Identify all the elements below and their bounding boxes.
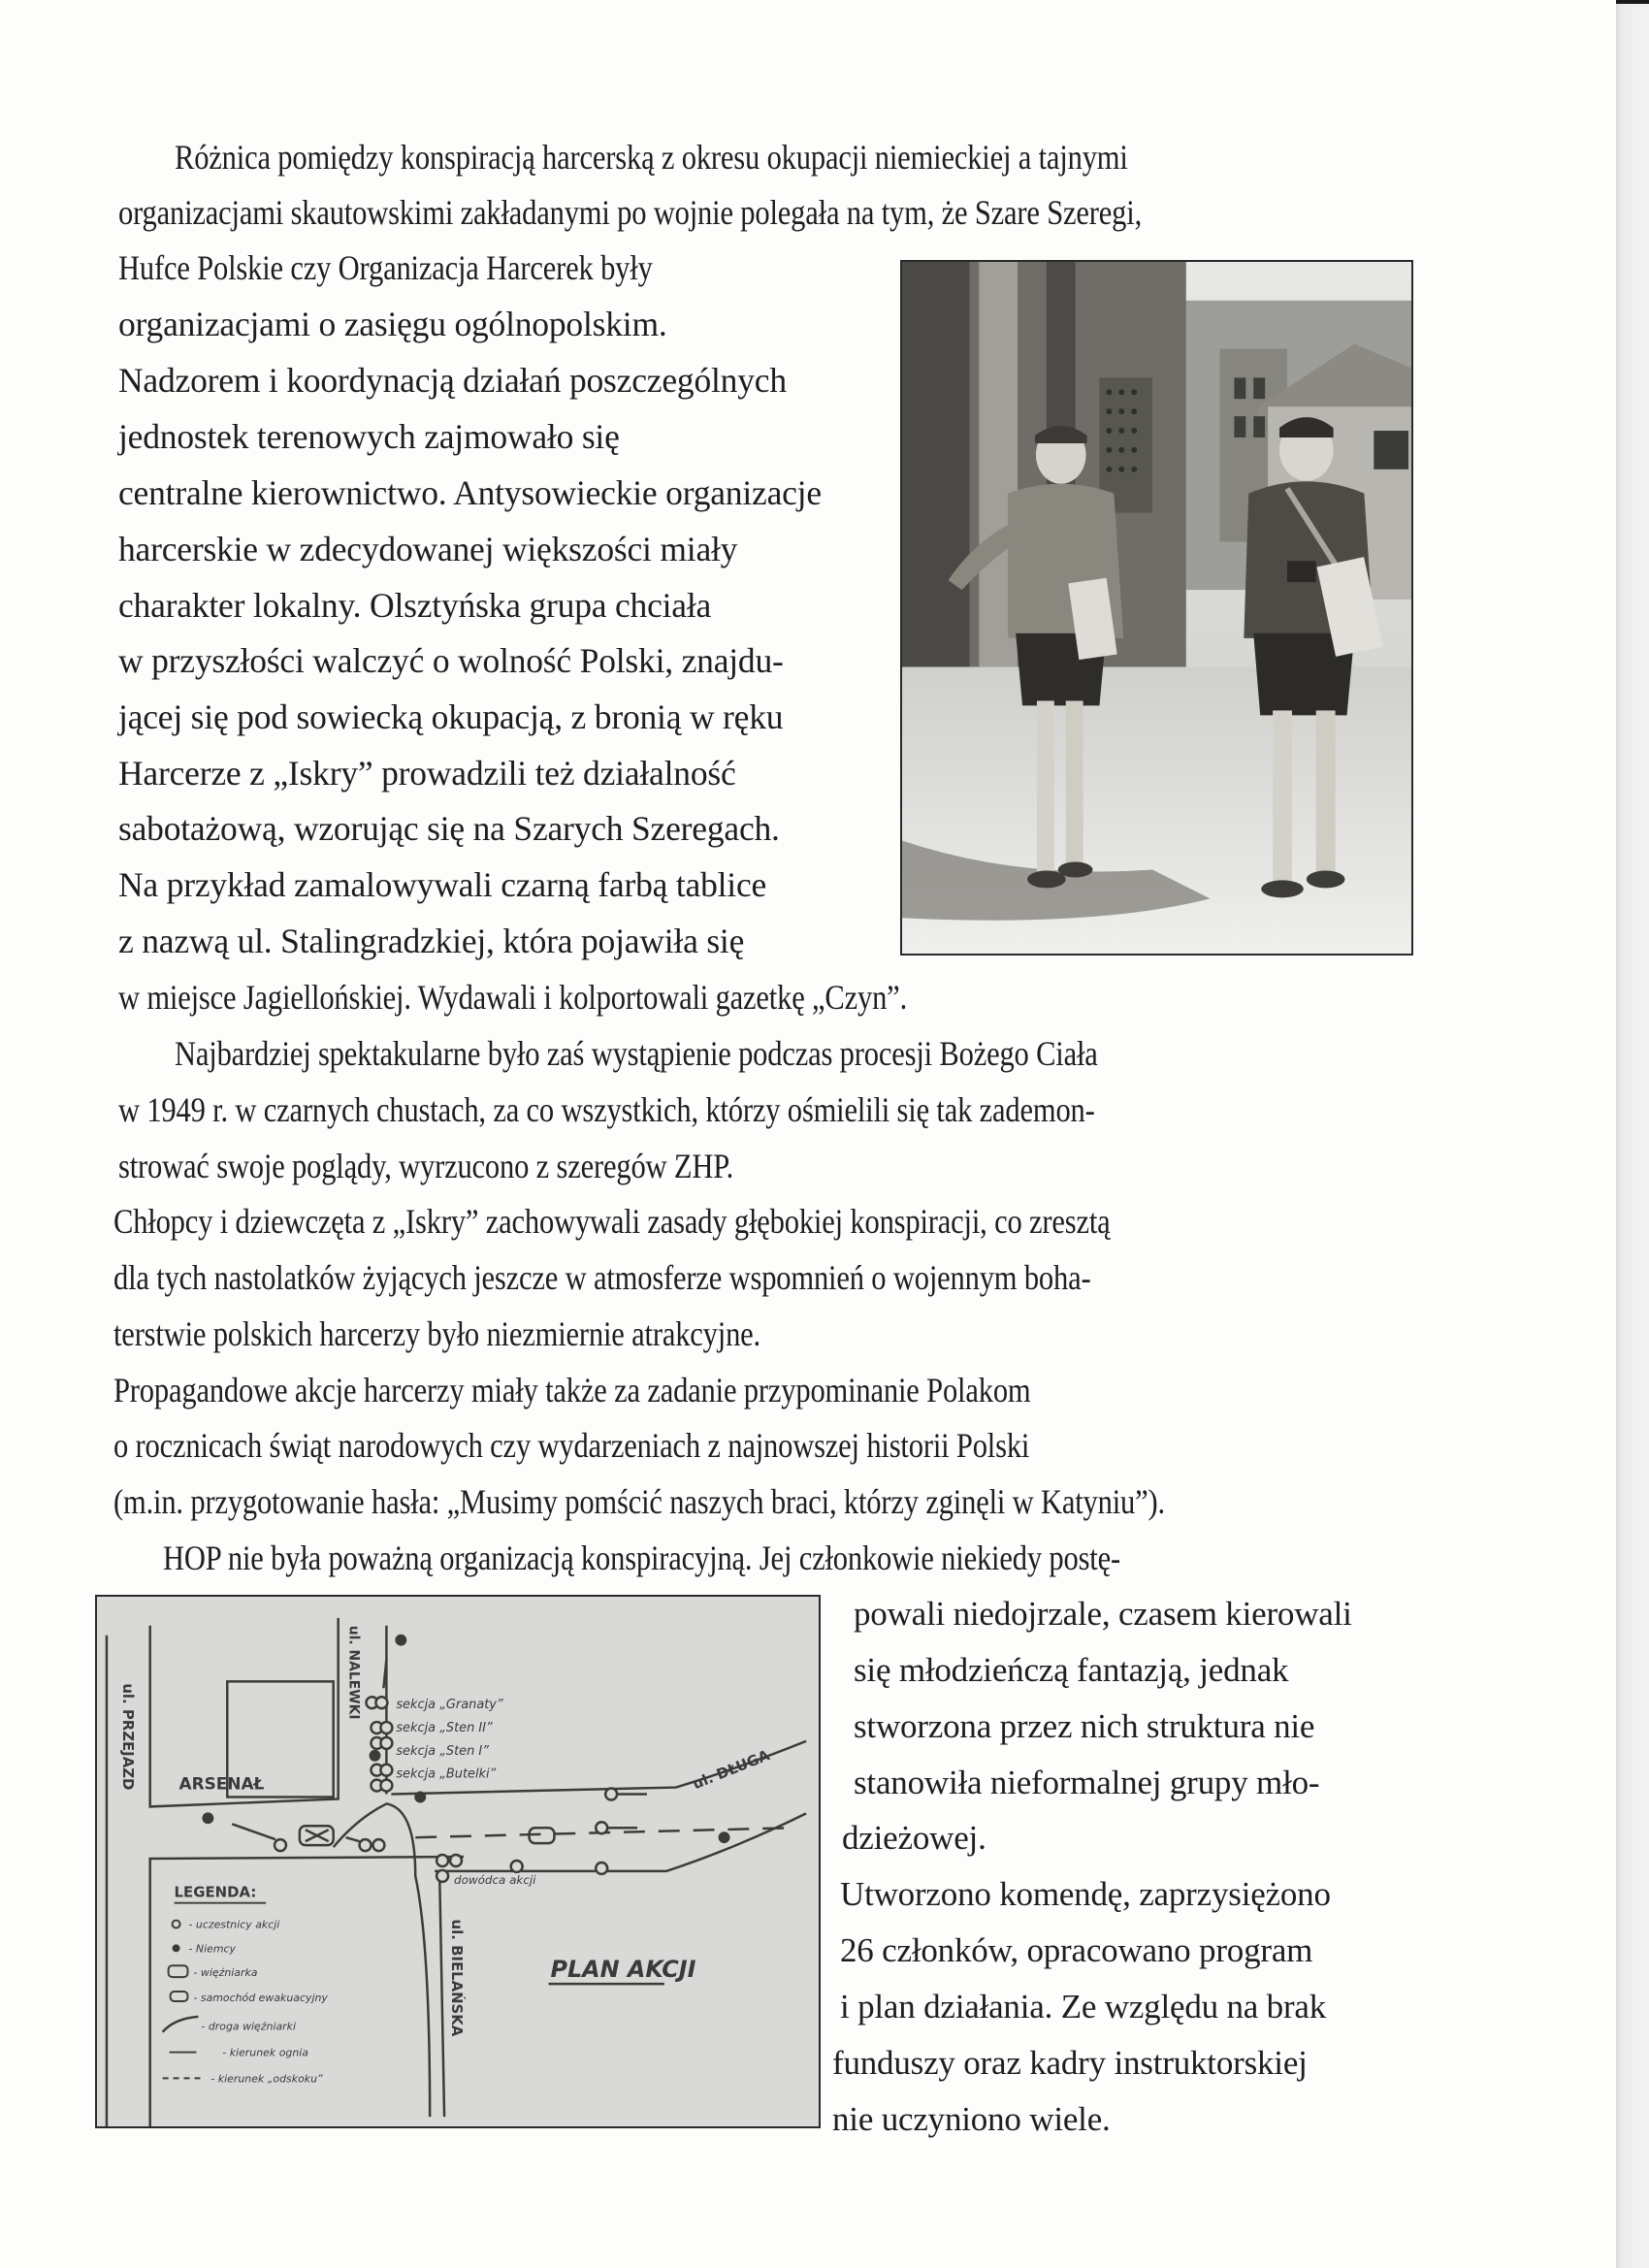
map-label-bielanska: ul. BIELAŃSKA <box>448 1919 467 2037</box>
paragraph-line: Hufce Polskie czy Organizacja Harcerek były <box>118 248 653 287</box>
paragraph-line: dzieżowej. <box>842 1819 986 1857</box>
legend-route-icon <box>163 2017 199 2032</box>
paragraph-line: Utworzono komendę, zaprzysiężono <box>840 1875 1331 1913</box>
paragraph-line: w 1949 r. w czarnych chustach, za co wszystkich, którzy ośmielili się tak zademon- <box>118 1090 1095 1129</box>
paragraph-line: organizacjami skautowskimi zakładanymi po wojnie polegała na tym, że Szare Szeregi, <box>118 193 1143 232</box>
paragraph-line: Na przykład zamalowywali czarną farbą tablice <box>118 865 767 904</box>
action-plan-map <box>95 1595 821 2128</box>
map-prison-van-icon <box>300 1826 334 1845</box>
paragraph-line: funduszy oraz kadry instruktorskiej <box>832 2044 1308 2082</box>
map-label-dluga: ul. DŁUGA <box>690 1746 772 1794</box>
paragraph-line: sabotażową, wzorując się na Szarych Szeregach. <box>118 809 780 848</box>
paragraph-line: nie uczyniono wiele. <box>832 2100 1111 2138</box>
map-diagram <box>97 1597 819 2126</box>
legend-prison-van-icon <box>169 1965 188 1977</box>
map-label-arsenal: ARSENAŁ <box>178 1773 265 1794</box>
paragraph-line: Najbardziej spektakularne było zaś wystąpienie podczas procesji Bożego Ciała <box>175 1034 1098 1073</box>
legend-item: - Niemcy <box>188 1942 236 1956</box>
map-section-label: sekcja „Sten II” <box>396 1720 493 1735</box>
legend-filled-circle-icon <box>173 1944 180 1952</box>
map-section-label: sekcja „Granaty” <box>396 1698 503 1713</box>
map-street-bielanska <box>439 1871 444 2117</box>
paragraph-line: Różnica pomiędzy konspiracją harcerską z okresu okupacji niemieckiej a tajnymi <box>175 138 1128 177</box>
paragraph-line: Harcerze z „Iskry” prowadzili też działalność <box>118 754 736 793</box>
legend-evac-car-icon <box>171 1992 188 2001</box>
paragraph-line: jącej się pod sowiecką okupacją, z bronią w ręku <box>118 697 784 736</box>
map-section-label: sekcja „Sten I” <box>396 1743 489 1759</box>
paragraph-line: dla tych nastolatków żyjących jeszcze w atmosferze wspomnień o wojennym boha- <box>113 1258 1091 1297</box>
paragraph-line: powali niedojrzale, czasem kierowali <box>854 1595 1352 1633</box>
paragraph-line: Nadzorem i koordynacją działań poszczególnych <box>118 361 787 400</box>
legend-item: - uczestnicy akcji <box>188 1918 280 1931</box>
paragraph-line: terstwie polskich harcerzy było niezmiernie atrakcyjne. <box>113 1314 761 1353</box>
paragraph-line: z nazwą ul. Stalingradzkiej, która pojawiła się <box>118 922 745 960</box>
legend-item: - samochód ewakuacyjny <box>193 1991 328 2004</box>
map-title: PLAN AKCJI <box>550 1956 696 1984</box>
paragraph-line: w przyszłości walczyć o wolność Polski, znajdu- <box>118 641 784 680</box>
map-commander-label: dowódca akcji <box>454 1872 536 1887</box>
map-germans <box>202 1635 729 1843</box>
paragraph-line: strować swoje poglądy, wyrzucono z szeregów ZHP. <box>118 1147 734 1185</box>
paragraph-line: się młodzieńczą fantazją, jednak <box>854 1651 1289 1689</box>
map-label-przejazd: ul. PRZEJAZD <box>118 1683 137 1791</box>
legend-item: - więźniarka <box>193 1966 258 1980</box>
paragraph-line: harcerskie w zdecydowanej większości miały <box>118 530 738 568</box>
legend-item: - droga więźniarki <box>201 2020 297 2033</box>
legend-open-circle-icon <box>173 1921 180 1928</box>
paragraph-line: i plan działania. Ze względu na brak <box>840 1988 1327 2025</box>
paragraph-line: centralne kierownictwo. Antysowieckie organizacje <box>118 473 822 512</box>
photo-illustration <box>902 262 1411 954</box>
paragraph-line: w miejsce Jagiellońskiej. Wydawali i kolportowali gazetkę „Czyn”. <box>118 978 908 1017</box>
paragraph-line: HOP nie była poważną organizacją konspiracyjną. Jej członkowie niekiedy postę- <box>163 1539 1120 1577</box>
paragraph-line: charakter lokalny. Olsztyńska grupa chciała <box>118 586 712 625</box>
paragraph-line: jednostek terenowych zajmowało się <box>118 417 620 456</box>
legend-item: - kierunek „odskoku” <box>210 2072 323 2086</box>
map-legend <box>163 1884 329 2086</box>
paragraph-line: stworzona przez nich struktura nie <box>854 1707 1315 1745</box>
map-street-dluga-south <box>435 1813 806 1871</box>
paragraph-line: o rocznicach świąt narodowych czy wydarzeniach z najnowszej historii Polski <box>113 1426 1030 1465</box>
map-label-nalewki: ul. NALEWKI <box>345 1625 362 1720</box>
paragraph-line: organizacjami o zasięgu ogólnopolskim. <box>118 305 667 343</box>
paragraph-line: 26 członków, opracowano program <box>840 1931 1313 1969</box>
paragraph-line: Propagandowe akcje harcerzy miały także za zadanie przypominanie Polakom <box>113 1371 1031 1409</box>
paragraph-line: (m.in. przygotowanie hasła: „Musimy pomścić naszych braci, którzy zginęli w Katyniu”). <box>113 1482 1165 1521</box>
page-edge-shadow <box>1616 0 1649 2268</box>
map-section-label: sekcja „Butelki” <box>396 1766 497 1782</box>
map-legend-title: LEGENDA: <box>174 1883 257 1901</box>
paragraph-line: Chłopcy i dziewczęta z „Iskry” zachowywali zasady głębokiej konspiracji, co zresztą <box>113 1202 1111 1241</box>
paragraph-line: stanowiła nieformalnej grupy mło- <box>854 1764 1320 1801</box>
map-section-labels <box>396 1698 503 1781</box>
scouts-photograph <box>900 260 1413 956</box>
page-edge-top <box>1616 0 1649 4</box>
legend-item: - kierunek ognia <box>222 2046 308 2059</box>
